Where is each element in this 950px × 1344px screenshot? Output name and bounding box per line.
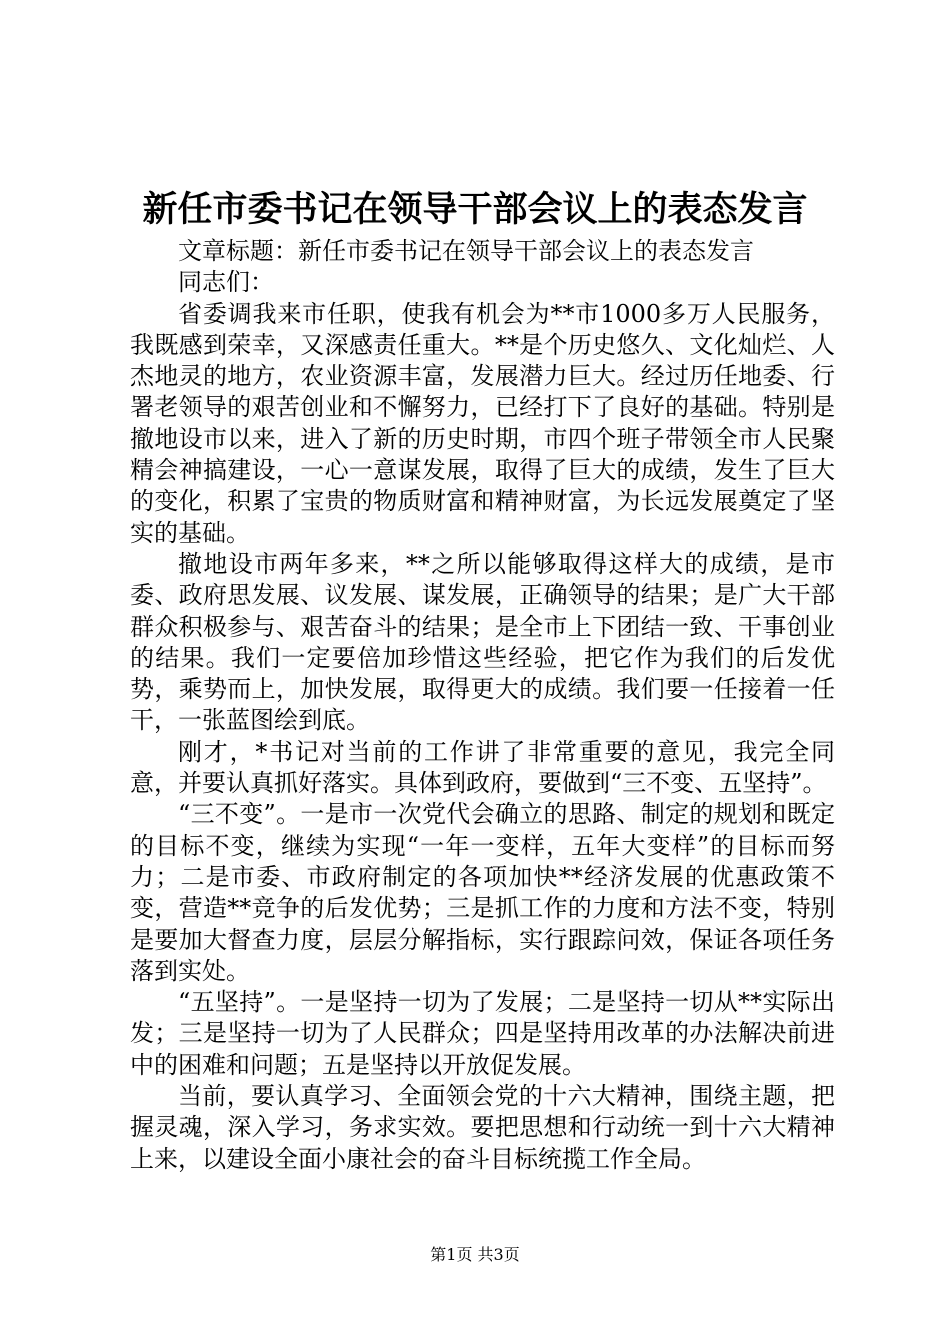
paragraph-6: 当前，要认真学习、全面领会党的十六大精神，围绕主题，把握灵魂，深入学习，务求实效。要把思想和行动统一到十六大精神上来，以建设全面小康社会的奋斗目标统揽工作全局。: [130, 1082, 835, 1173]
document-body: [130, 236, 835, 1175]
paragraph-4: “三不变”。一是市一次党代会确立的思路、制定的规划和既定的目标不变，继续为实现“一年一变样，五年大变样”的目标而努力；二是市委、市政府制定的各项加快**经济发展的优惠政策不变，营造**竞争的后发优势；三是抓工作的力度和方法不变，特别是要加大督查力度，层层分解指标，实行跟踪问效，保证各项任务落到实处。: [130, 800, 835, 985]
paragraph-1: 省委调我来市任职，使我有机会为**市1000多万人民服务，我既感到荣幸，又深感责任重大。**是个历史悠久、文化灿烂、人杰地灵的地方，农业资源丰富，发展潜力巨大。经过历任地委、行署老领导的艰苦创业和不懈努力，已经打下了良好的基础。特别是撤地设市以来，进入了新的历史时期，市四个班子带领全市人民聚精会神搞建设，一心一意谋发展，取得了巨大的成绩，发生了巨大的变化，积累了宝贵的物质财富和精神财富，为长远发展奠定了坚实的基础。: [130, 299, 835, 547]
paragraph-salutation: 同志们：: [178, 268, 274, 297]
page-number-footer: 第1页 共3页: [430, 1245, 520, 1264]
paragraph-2: 撤地设市两年多来，**之所以能够取得这样大的成绩，是市委、政府思发展、议发展、谋发展，正确领导的结果；是广大干部群众积极参与、艰苦奋斗的结果；是全市上下团结一致、干事创业的结果。我们一定要倍加珍惜这些经验，把它作为我们的后发优势，乘势而上，加快发展，取得更大的成绩。我们要一任接着一任干，一张蓝图绘到底。: [130, 549, 835, 735]
paragraph-article-title: 文章标题：新任市委书记在领导干部会议上的表态发言: [178, 237, 754, 265]
document-title: 新任市委书记在领导干部会议上的表态发言: [142, 189, 808, 230]
paragraph-3: 刚才，*书记对当前的工作讲了非常重要的意见，我完全同意，并要认真抓好落实。具体到政府，要做到“三不变、五坚持”。: [130, 737, 835, 798]
paragraph-5: “五坚持”。一是坚持一切为了发展；二是坚持一切从**实际出发；三是坚持一切为了人民群众；四是坚持用改革的办法解决前进中的困难和问题；五是坚持以开放促发展。: [130, 988, 835, 1079]
